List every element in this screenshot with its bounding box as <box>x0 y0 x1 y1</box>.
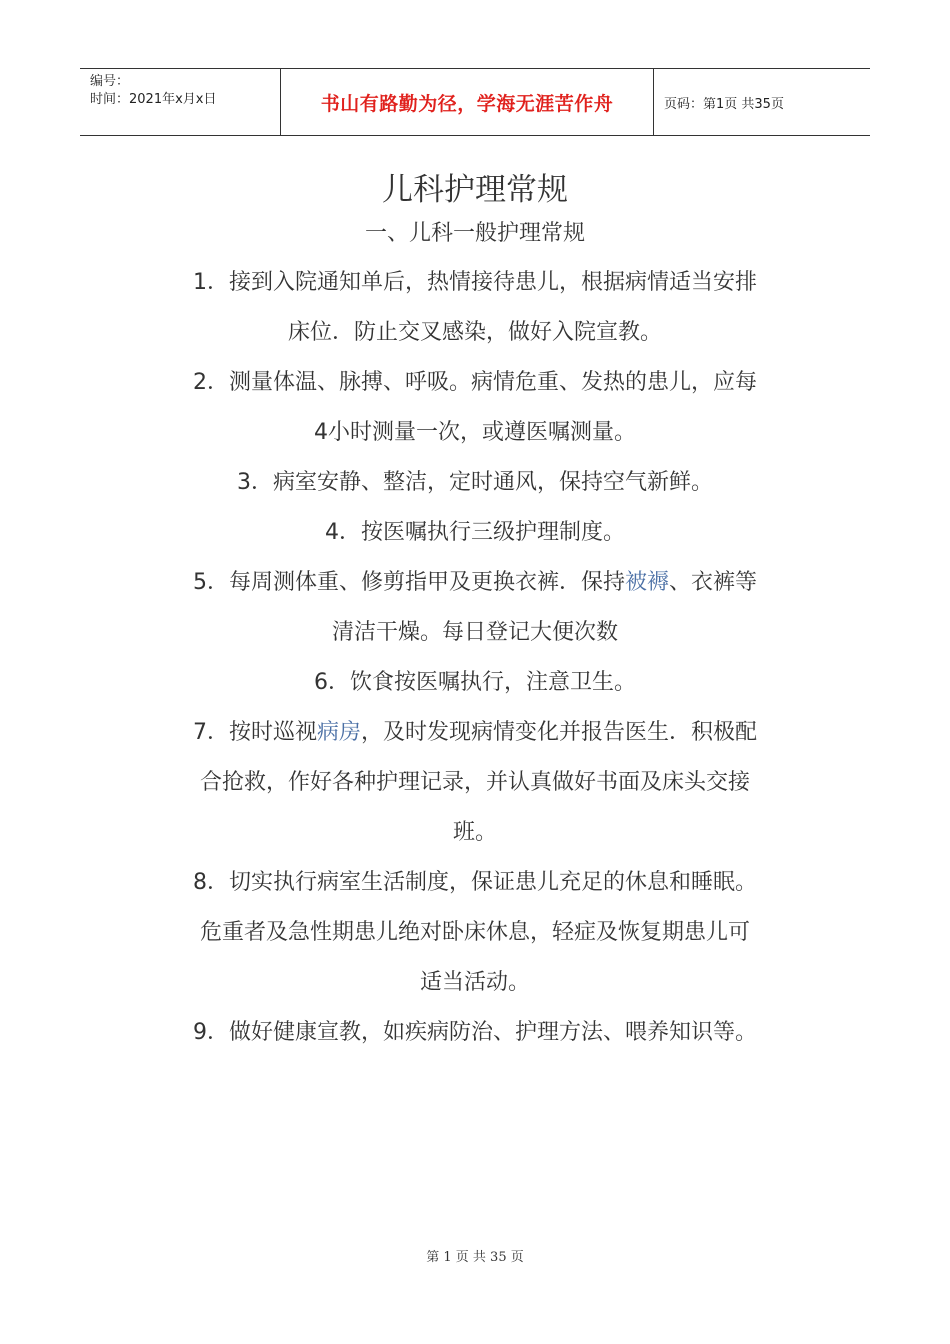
body-line: 合抢救，作好各种护理记录，并认真做好书面及床头交接 <box>199 770 750 795</box>
document-title: 儿科护理常规 <box>382 172 568 208</box>
body-line: 5．每周测体重、修剪指甲及更换衣裤．保持被褥、衣裤等 <box>192 570 758 595</box>
bedding-link[interactable]: 被褥 <box>624 570 669 595</box>
body-line: 9．做好健康宣教，如疾病防治、护理方法、喂养知识等。 <box>193 1020 757 1045</box>
body-line: 7．按时巡视病房，及时发现病情变化并报告医生．积极配 <box>192 720 758 745</box>
body-line: 1．接到入院通知单后，热情接待患儿，根据病情适当安排 <box>193 270 757 295</box>
body-line: 适当活动。 <box>419 970 530 995</box>
number-label: 编号： <box>90 74 130 89</box>
section-title: 一、儿科一般护理常规 <box>364 221 585 246</box>
page-footer: 第 1 页 共 35 页 <box>426 1250 524 1265</box>
body-line: 4．按医嘱执行三级护理制度。 <box>325 520 625 545</box>
body-line: 2．测量体温、脉搏、呼吸。病情危重、发热的患儿，应每 <box>193 370 757 395</box>
page-info: 页码：第1页 共35页 <box>664 96 784 112</box>
header-meta <box>80 69 281 135</box>
body-line: 3．病室安静、整洁，定时通风，保持空气新鲜。 <box>237 470 713 495</box>
body-line: 班。 <box>452 820 497 845</box>
body-line: 4小时测量一次，或遵医嘱测量。 <box>314 420 636 445</box>
document-header <box>80 68 870 136</box>
header-motto-cell <box>281 69 654 135</box>
date-label: 时间：2021年x月x日 <box>90 92 217 107</box>
body-line: 危重者及急性期患儿绝对卧床休息，轻症及恢复期患儿可 <box>199 920 750 945</box>
header-page-cell <box>654 69 870 135</box>
body-line: 6．饮食按医嘱执行，注意卫生。 <box>314 670 636 695</box>
body-line: 清洁干燥。每日登记大便次数 <box>331 620 618 645</box>
ward-link[interactable]: 病房 <box>316 720 361 745</box>
motto-text: 书山有路勤为径，学海无涯苦作舟 <box>320 92 614 115</box>
body-line: 床位．防止交叉感染，做好入院宣教。 <box>287 320 662 345</box>
body-line: 8．切实执行病室生活制度，保证患儿充足的休息和睡眠。 <box>193 870 757 895</box>
